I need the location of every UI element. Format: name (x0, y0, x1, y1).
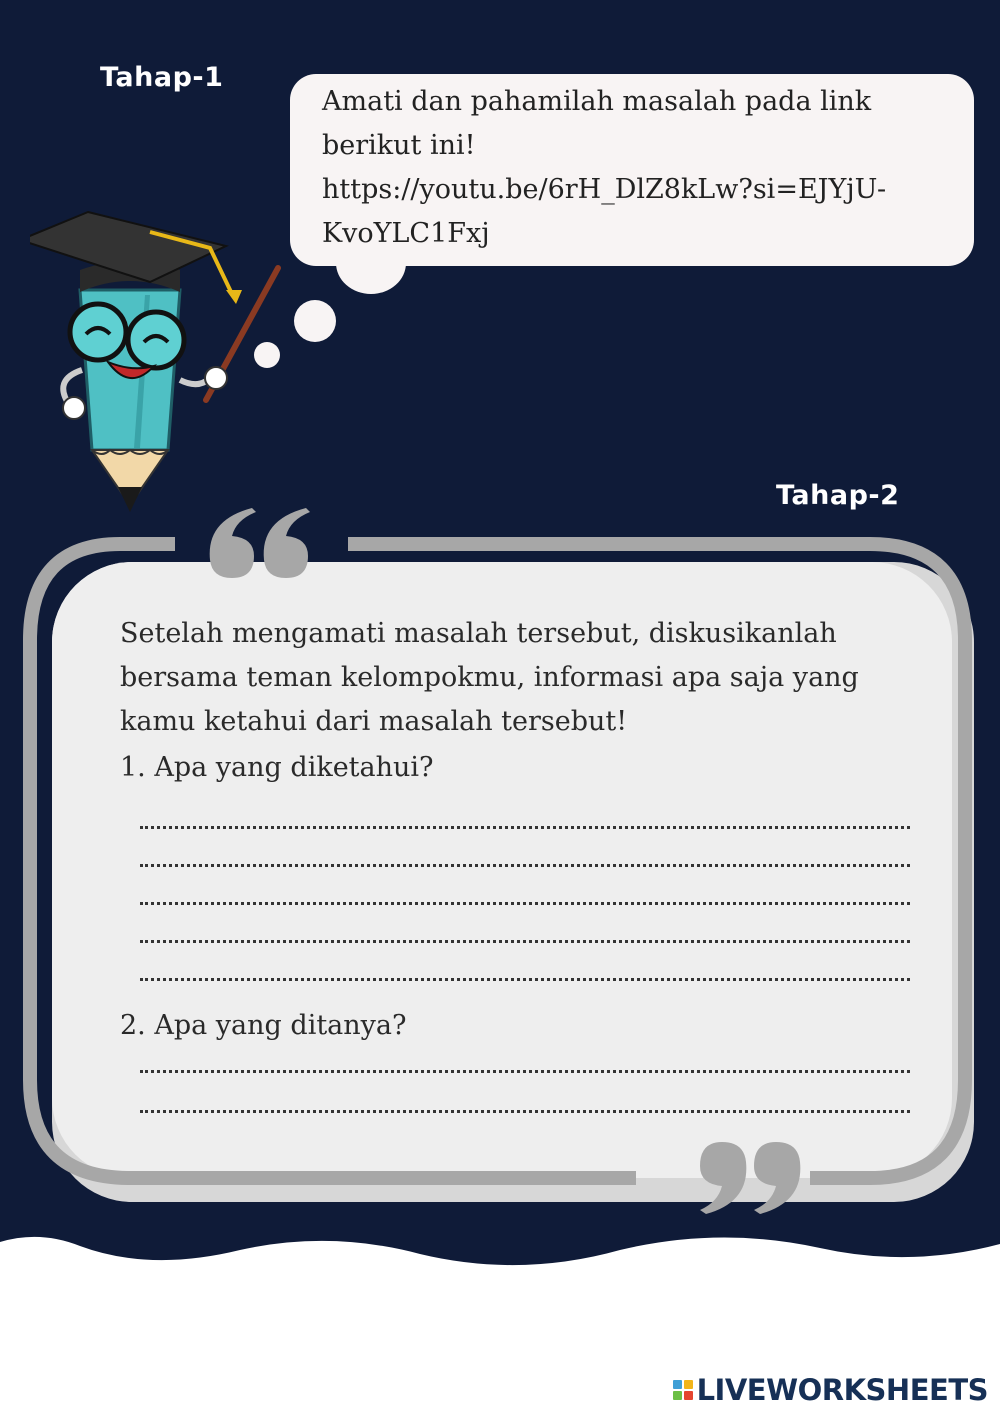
answer-line-2[interactable] (140, 864, 910, 867)
answer-line-7[interactable] (140, 1110, 910, 1113)
thought-dot-medium (294, 300, 336, 342)
instruction-line: bersama teman kelompokmu, informasi apa saja yang (120, 662, 859, 693)
liveworksheets-logo (673, 1372, 988, 1408)
answer-line-6[interactable] (140, 1070, 910, 1073)
brand-grid-icon (673, 1380, 693, 1400)
instruction-line: Setelah mengamati masalah tersebut, diskusikanlah (120, 618, 837, 649)
bubble-line: berikut ini! (322, 130, 476, 161)
quote-frame (0, 490, 1000, 1230)
answer-line-4[interactable] (140, 940, 910, 943)
bubble-line: Amati dan pahamilah masalah pada link (322, 86, 872, 117)
brand-name: LIVEWORKSHEETS (696, 1373, 988, 1407)
question-1: 1. Apa yang diketahui? (120, 752, 434, 783)
answer-line-5[interactable] (140, 978, 910, 981)
bubble-text (322, 80, 962, 256)
stage-2-label: Tahap-2 (776, 480, 900, 511)
question-2: 2. Apa yang ditanya? (120, 1010, 407, 1041)
answer-line-3[interactable] (140, 902, 910, 905)
video-link[interactable]: https://youtu.be/6rH_DlZ8kLw?si=EJYjU- (322, 174, 887, 205)
instruction-line: kamu ketahui dari masalah tersebut! (120, 706, 628, 737)
video-link-continued[interactable]: KvoYLC1Fxj (322, 218, 490, 249)
task-instructions (120, 612, 920, 744)
stage-1-label: Tahap-1 (100, 62, 224, 93)
answer-line-1[interactable] (140, 826, 910, 829)
pencil-mascot-illustration (30, 200, 290, 530)
